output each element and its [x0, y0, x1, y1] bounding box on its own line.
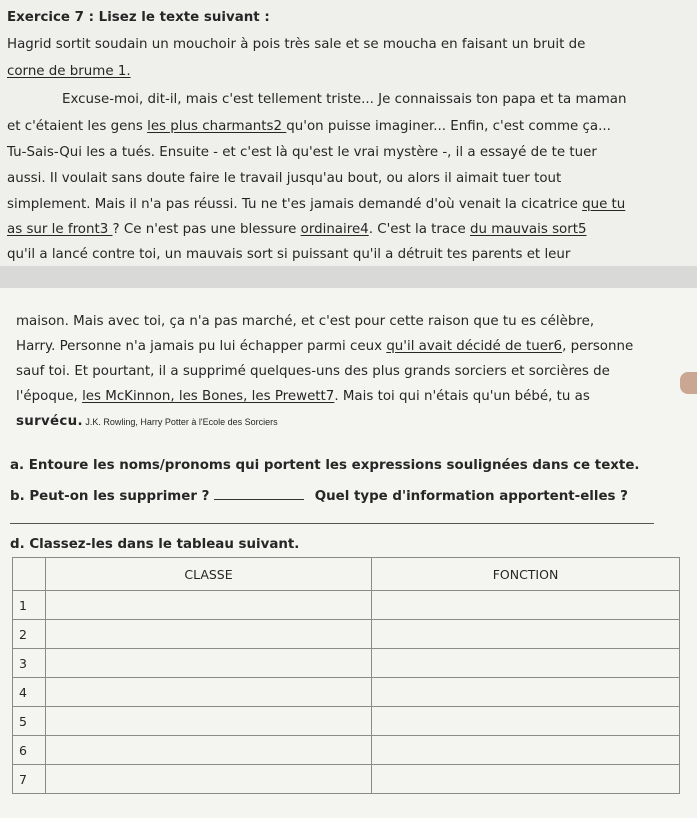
text-segment: , personne: [562, 339, 634, 354]
source-citation: J.K. Rowling, Harry Potter à l'Ecole des Sorciers: [82, 417, 278, 427]
underlined-expression-3b: as sur le front3: [7, 222, 113, 237]
classe-cell[interactable]: [46, 678, 372, 707]
underlined-expression-5: du mauvais sort5: [470, 222, 587, 237]
header-classe: CLASSE: [46, 558, 372, 591]
fonction-cell[interactable]: [372, 736, 680, 765]
paragraph-line-1: Excuse-moi, dit-il, mais c'est tellement triste... Je connaissais ton papa et ta maman: [62, 92, 627, 107]
table-row: [13, 649, 680, 678]
classe-cell[interactable]: [46, 649, 372, 678]
table-row: [13, 736, 680, 765]
text-segment: survécu.: [16, 414, 83, 429]
continued-line-1: maison. Mais avec toi, ça n'a pas marché, et c'est pour cette raison que tu es célèbre,: [16, 314, 595, 329]
classe-cell[interactable]: [46, 591, 372, 620]
underlined-expression-2: les plus charmants2: [147, 119, 287, 134]
text-segment: Harry. Personne n'a jamais pu lui échapper parmi ceux: [16, 339, 387, 354]
underlined-expression-4: ordinaire4: [300, 222, 369, 237]
question-d: d. Classez-les dans le tableau suivant.: [10, 537, 300, 552]
continued-line-5: [16, 413, 278, 431]
text-segment: simplement. Mais il n'a pas réussi. Tu ne t'es jamais demandé d'où venait la cicatrice: [7, 197, 583, 212]
question-b-part1: b. Peut-on les supprimer ?: [10, 489, 210, 504]
text-segment: l'époque,: [16, 389, 83, 404]
intro-line-1: Hagrid sortit soudain un mouchoir à pois très sale et se moucha en faisant un bruit de: [7, 37, 586, 52]
fonction-cell[interactable]: [372, 765, 680, 794]
row-number: 2: [13, 620, 46, 649]
table-row: [13, 591, 680, 620]
fonction-cell[interactable]: [372, 707, 680, 736]
header-number-cell: [13, 558, 46, 591]
answer-line[interactable]: [10, 523, 654, 524]
question-b: [10, 487, 628, 506]
text-segment: . C'est la trace: [368, 222, 470, 237]
row-number: 4: [13, 678, 46, 707]
worksheet-top-page: [0, 0, 697, 266]
classe-cell[interactable]: [46, 765, 372, 794]
paragraph-line-6: [7, 221, 587, 239]
classe-cell[interactable]: [46, 707, 372, 736]
paragraph-line-4: aussi. Il voulait sans doute faire le travail jusqu'au bout, ou alors il aimait tuer tout: [7, 171, 562, 186]
question-a: a. Entoure les noms/pronoms qui portent les expressions soulignées dans ce texte.: [10, 458, 640, 473]
intro-line-2: [7, 63, 131, 81]
underlined-expression-7: les McKinnon, les Bones, les Prewett7: [82, 389, 335, 404]
row-number: 7: [13, 765, 46, 794]
continued-line-3: sauf toi. Et pourtant, il a supprimé quelques-uns des plus grands sorciers et sorcières de: [16, 364, 610, 379]
table-row: [13, 707, 680, 736]
question-b-part2: Quel type d'information apportent-elles ?: [314, 489, 628, 504]
row-number: 1: [13, 591, 46, 620]
table-header-row: [13, 558, 680, 591]
row-number: 5: [13, 707, 46, 736]
underlined-expression-6: qu'il avait décidé de tuer6: [386, 339, 563, 354]
row-number: 6: [13, 736, 46, 765]
paragraph-line-3: Tu-Sais-Qui les a tués. Ensuite - et c'est là qu'est le vrai mystère -, il a essayé de te tuer: [7, 145, 597, 160]
exercise-title: Exercice 7 : Lisez le texte suivant :: [7, 10, 270, 25]
text-segment: qu'on puisse imaginer... Enfin, c'est comme ça...: [286, 119, 611, 134]
row-number: 3: [13, 649, 46, 678]
fonction-cell[interactable]: [372, 649, 680, 678]
underlined-expression-1: corne de brume 1.: [7, 64, 131, 79]
classe-cell[interactable]: [46, 736, 372, 765]
classification-table: [12, 557, 680, 794]
classe-cell[interactable]: [46, 620, 372, 649]
continued-line-4: [16, 388, 590, 406]
text-segment: et c'étaient les gens: [7, 119, 148, 134]
page-tab-mark: [680, 372, 697, 394]
answer-blank-b[interactable]: [214, 487, 304, 500]
fonction-cell[interactable]: [372, 620, 680, 649]
table-row: [13, 765, 680, 794]
text-segment: ? Ce n'est pas une blessure: [112, 222, 301, 237]
paragraph-line-7: qu'il a lancé contre toi, un mauvais sort si puissant qu'il a détruit tes parents et leur: [7, 247, 571, 262]
fonction-cell[interactable]: [372, 591, 680, 620]
fonction-cell[interactable]: [372, 678, 680, 707]
underlined-expression-3a: que tu: [582, 197, 626, 212]
table-row: [13, 620, 680, 649]
continued-line-2: [16, 338, 633, 356]
text-segment: . Mais toi qui n'étais qu'un bébé, tu as: [334, 389, 590, 404]
header-fonction: FONCTION: [372, 558, 680, 591]
table-row: [13, 678, 680, 707]
paragraph-line-5: [7, 196, 625, 214]
paragraph-line-2: [7, 118, 611, 136]
